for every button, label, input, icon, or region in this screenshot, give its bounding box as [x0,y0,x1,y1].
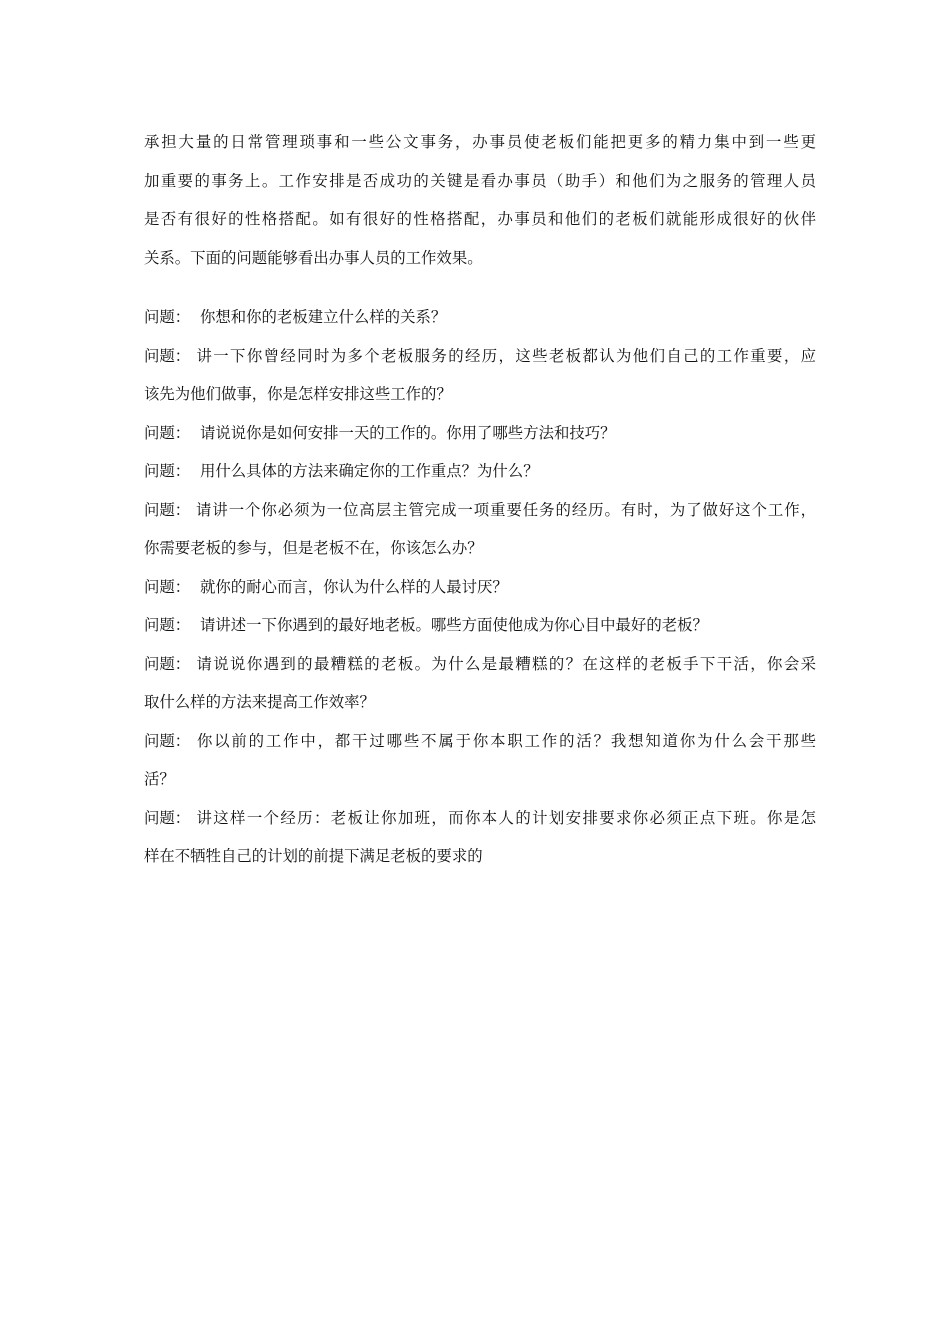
question-text: 请说说你是如何安排一天的工作的。你用了哪些方法和技巧？ [199,423,616,442]
question-item [144,452,816,491]
question-text: 该先为他们做事，你是怎样安排这些工作的？ [144,385,452,403]
question-label: 问题： [144,423,191,442]
intro-line: 关系。下面的问题能够看出办事人员的工作效果。 [144,248,483,267]
question-text: 请讲一个你必须为一位高层主管完成一项重要任务的经历。有时，为了做好这个工作， [196,500,816,519]
question-text: 讲一下你曾经同时为多个老板服务的经历，这些老板都认为他们自己的工作重要，应 [196,346,816,365]
intro-paragraph [144,123,816,277]
question-label: 问题： [144,308,191,326]
question-label: 问题： [144,616,191,634]
intro-line: 是否有很好的性格搭配。如有很好的性格搭配，办事员和他们的老板们就能形成很好的伙伴 [144,210,816,228]
question-text: 请讲述一下你遇到的最好地老板。哪些方面使他成为你心目中最好的老板？ [199,616,708,634]
intro-line: 加重要的事务上。工作安排是否成功的关键是看办事员（助手）和他们为之服务的管理人员 [144,171,816,190]
question-item [144,645,816,722]
question-text: 取什么样的方法来提高工作效率？ [144,693,375,711]
document-body [144,123,816,876]
question-text: 用什么具体的方法来确定你的工作重点？为什么？ [199,462,539,480]
question-label: 问题： [144,500,191,519]
question-text: 你想和你的老板建立什么样的关系？ [199,308,447,326]
paragraph-gap [144,277,816,298]
question-text: 活？ [144,770,175,788]
question-label: 问题： [144,654,191,673]
question-item [144,414,816,453]
question-item [144,722,816,799]
question-text: 你需要老板的参与，但是老板不在，你该怎么办？ [144,539,483,557]
question-text: 样在不牺牲自己的计划的前提下满足老板的要求的 [144,847,483,865]
intro-line: 承担大量的日常管理琐事和一些公文事务，办事员使老板们能把更多的精力集中到一些更 [144,133,816,151]
question-label: 问题： [144,808,191,827]
question-item [144,491,816,568]
question-item [144,799,816,876]
question-label: 问题： [144,731,191,750]
question-item [144,606,816,645]
question-text: 请说说你遇到的最糟糕的老板。为什么是最糟糕的？在这样的老板手下干活，你会采 [196,654,816,673]
question-text: 就你的耐心而言，你认为什么样的人最讨厌？ [199,577,508,596]
question-text: 你以前的工作中，都干过哪些不属于你本职工作的活？我想知道你为什么会干那些 [196,731,816,750]
question-label: 问题： [144,577,191,596]
question-text: 讲这样一个经历：老板让你加班，而你本人的计划安排要求你必须正点下班。你是怎 [196,808,816,827]
question-label: 问题： [144,346,191,365]
question-item [144,298,816,337]
question-item [144,568,816,607]
question-item [144,337,816,414]
question-label: 问题： [144,462,191,480]
